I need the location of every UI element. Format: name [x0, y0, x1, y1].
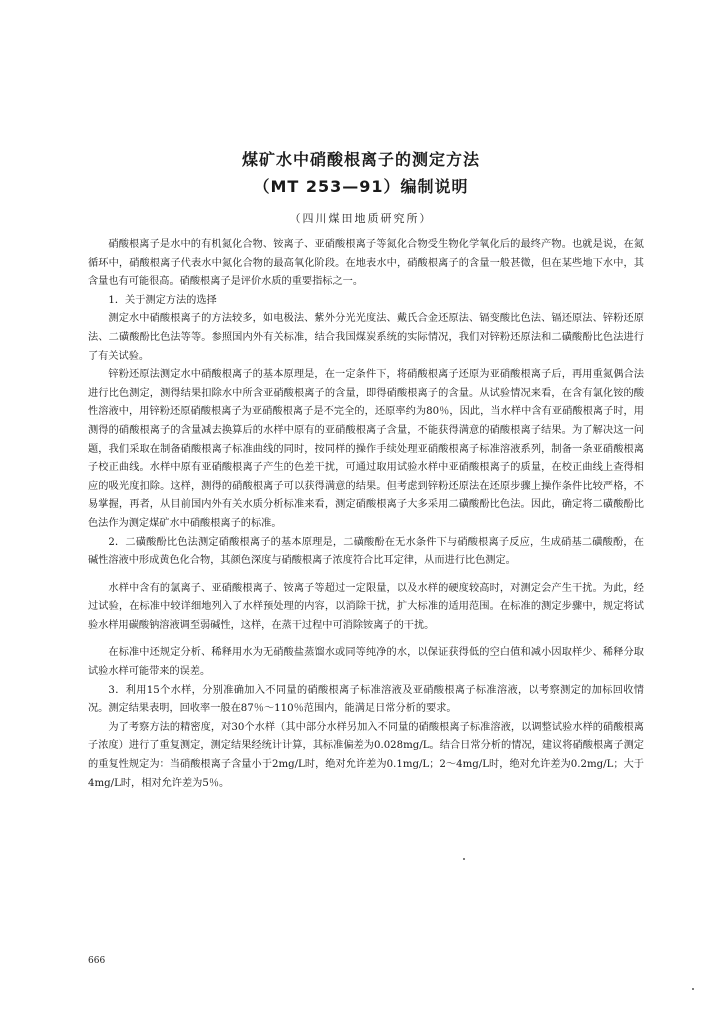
paragraph-disulfonic-principle: 2．二磺酸酚比色法测定硝酸根离子的基本原理是，二磺酸酚在无水条件下与硝酸根离子反应，生成硝基二磺酸酚，在碱性溶液中形成黄色化合物，其颜色深度与硝酸根离子浓度符合比耳定律，从而进行比色测定。	[88, 536, 644, 567]
page-number: 666	[88, 956, 106, 966]
scan-speck	[463, 858, 465, 860]
section-heading-1: 1．关于测定方法的选择	[108, 294, 217, 306]
document-title: 煤矿水中硝酸根离子的测定方法	[241, 150, 480, 169]
paragraph-interference: 水样中含有的氯离子、亚硝酸根离子、铵离子等超过一定限量，以及水样的硬度较高时，对测定会产生干扰。为此，经过试验，在标准中较详细地列入了水样预处理的内容，以消除干扰，扩大标准的适用范围。在标准的测定步骤中，规定将试验水样用碳酸钠溶液调至弱碱性，这样，在蒸干过程中可消除铵离子的干扰。	[88, 582, 644, 631]
scan-speck	[692, 988, 694, 990]
paragraph-zinc-method: 锌粉还原法测定水中硝酸根离子的基本原理是，在一定条件下，将硝酸根离子还原为亚硝酸根离子后，再用重氮偶合法进行比色测定，测得结果扣除水中所含亚硝酸根离子的含量，即得硝酸根离子的含量。从试验情况来看，在含有氯化铵的酸性溶液中，用锌粉还原硝酸根离子为亚硝酸根离子是不完全的，还原率约为80％，因此，当水样中含有亚硝酸根离子时，用测得的硝酸根离子的含量减去换算后的水样中原有的亚硝酸根离子含量，不能获得满意的硝酸根离子结果。为了解决这一问题，我们采取在制备硝酸根离子标准曲线的同时，按同样的操作手续处理亚硝酸根离子标准溶液系列，制备一条亚硝酸根离子校正曲线。水样中原有亚硝酸根离子产生的色差干扰，可通过取用试验水样中亚硝酸根离子的质量，在校正曲线上查得相应的吸光度扣除。这样，测得的硝酸根离子可以获得满意的结果。但考虑到锌粉还原法在还原步骤上操作条件比较严格，不易掌握，再者，从目前国内外有关水质分析标准来看，测定硝酸根离子大多采用二磺酸酚比色法。因此，确定将二磺酸酚比色法作为测定煤矿水中硝酸根离子的标准。	[88, 369, 644, 529]
paragraph-water-blank: 在标准中还规定分析、稀释用水为无硝酸盐蒸馏水或同等纯净的水，以保证获得低的空白值和减小因取样少、稀释分取试验水样可能带来的误差。	[88, 647, 644, 678]
author-organization: （四川煤田地质研究所）	[289, 212, 433, 225]
paragraph-intro: 硝酸根离子是水中的有机氮化合物、铵离子、亚硝酸根离子等氮化合物受生物化学氧化后的最终产物。也就是说，在氮循环中，硝酸根离子代表水中氮化合物的最高氧化阶段。在地表水中，硝酸根离子的含量一般甚微，但在某些地下水中，其含量也有可能很高。硝酸根离子是评价水质的重要指标之一。	[88, 239, 644, 288]
paragraph-recovery: 3．利用15个水样，分别准确加入不同量的硝酸根离子标准溶液及亚硝酸根离子标准溶液，以考察测定的加标回收情况。测定结果表明，回收率一般在87％～110％范围内，能满足日常分析的要求。	[88, 684, 644, 715]
document-body	[88, 236, 644, 793]
paragraph-precision: 为了考察方法的精密度，对30个水样（其中部分水样另加入不同量的硝酸根离子标准溶液，以调整试验水样的硝酸根离子浓度）进行了重复测定，测定结果经统计计算，其标准偏差为0.028mg/L。结合日常分析的情况，建议将硝酸根离子测定的重复性规定为：当硝酸根离子含量小于2mg/L时，绝对允许差为0.1mg/L；2～4mg/L时，绝对允许差为0.2mg/L；大于4mg/L时，相对允许差为5％。	[88, 721, 644, 789]
paragraph-methods: 测定水中硝酸根离子的方法较多，如电极法、紫外分光光度法、戴氏合金还原法、镉变酸比色法、镉还原法、锌粉还原法、二磺酸酚比色法等等。参照国内外有关标准，结合我国煤炭系统的实际情况，我们对锌粉还原法和二磺酸酚比色法进行了有关试验。	[88, 313, 644, 362]
document-subtitle: （MT 253—91）编制说明	[253, 177, 469, 196]
